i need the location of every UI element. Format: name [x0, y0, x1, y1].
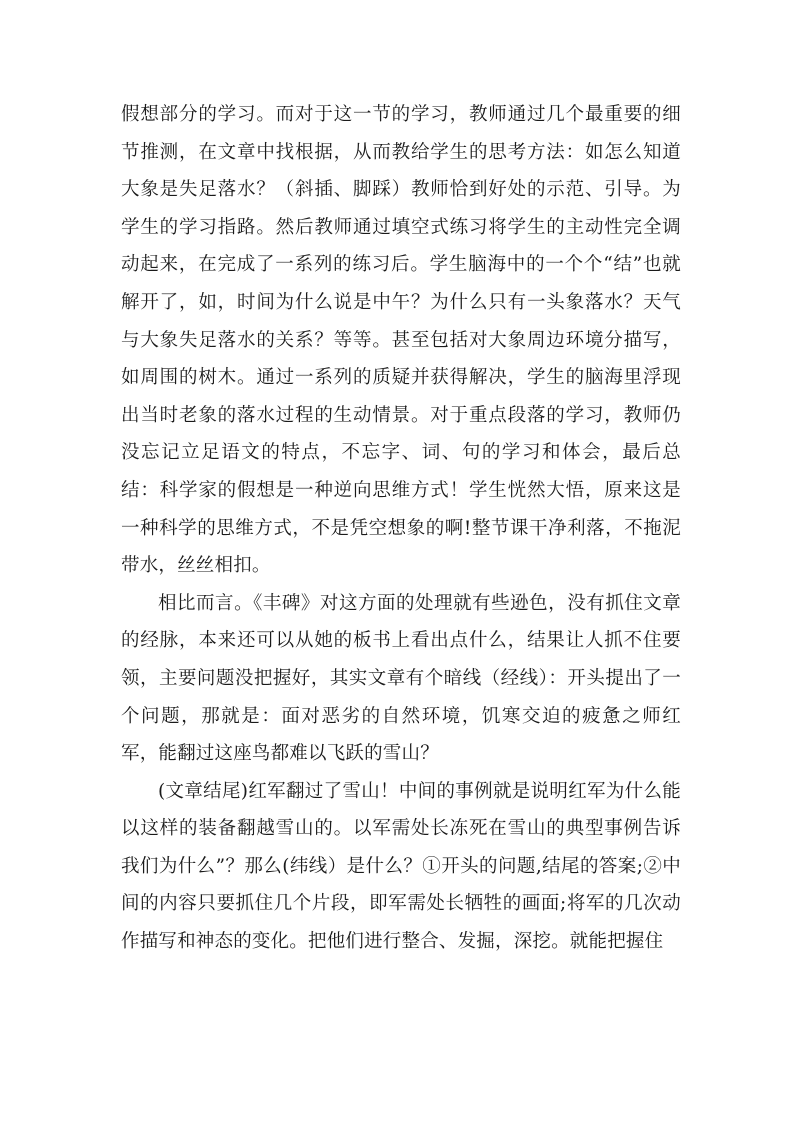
paragraph-2: 相比而言。《丰碑》对这方面的处理就有些逊色，没有抓住文章的经脉，本来还可以从她的板书上看出点什么，结果让人抓不住要领，主要问题没把握好，其实文章有个暗线（经线）：开头提出了一个问题，那就是：面对恶劣的自然环境，饥寒交迫的疲惫之师红军，能翻过这座鸟都难以飞跃的雪山？ — [121, 592, 681, 765]
paragraph-1: 假想部分的学习。而对于这一节的学习，教师通过几个最重要的细节推测，在文章中找根据，从而教给学生的思考方法：如怎么知道大象是失足落水？（斜插、脚踩）教师恰到好处的示范、引导。为学生的学习指路。然后教师通过填空式练习将学生的主动性完全调动起来，在完成了一系列的练习后。学生脑海中的一个个“结”也就解开了，如，时间为什么说是中午？为什么只有一头象落水？天气与大象失足落水的关系？等等。甚至包括对大象周边环境分描写，如周围的树木。通过一系列的质疑并获得解决，学生的脑海里浮现出当时老象的落水过程的生动情景。对于重点段落的学习，教师仍没忘记立足语文的特点，不忘字、词、句的学习和体会，最后总结：科学家的假想是一种逆向思维方式！学生恍然大悟，原来这是一种科学的思维方式，不是凭空想象的啊!整节课干净利落，不拖泥带水，丝丝相扣。 — [121, 104, 681, 577]
paragraph-3: (文章结尾)红军翻过了雪山！中间的事例就是说明红军为什么能以这样的装备翻越雪山的。以军需处长冻死在雪山的典型事例告诉我们为什么”？那么(纬线）是什么？①开头的问题,结尾的答案;②中间的内容只要抓住几个片段，即军需处长牺牲的画面;将军的几次动作描写和神态的变化。把他们进行整合、发掘，深挖。就能把握住 — [121, 780, 681, 953]
document-body — [121, 96, 681, 961]
